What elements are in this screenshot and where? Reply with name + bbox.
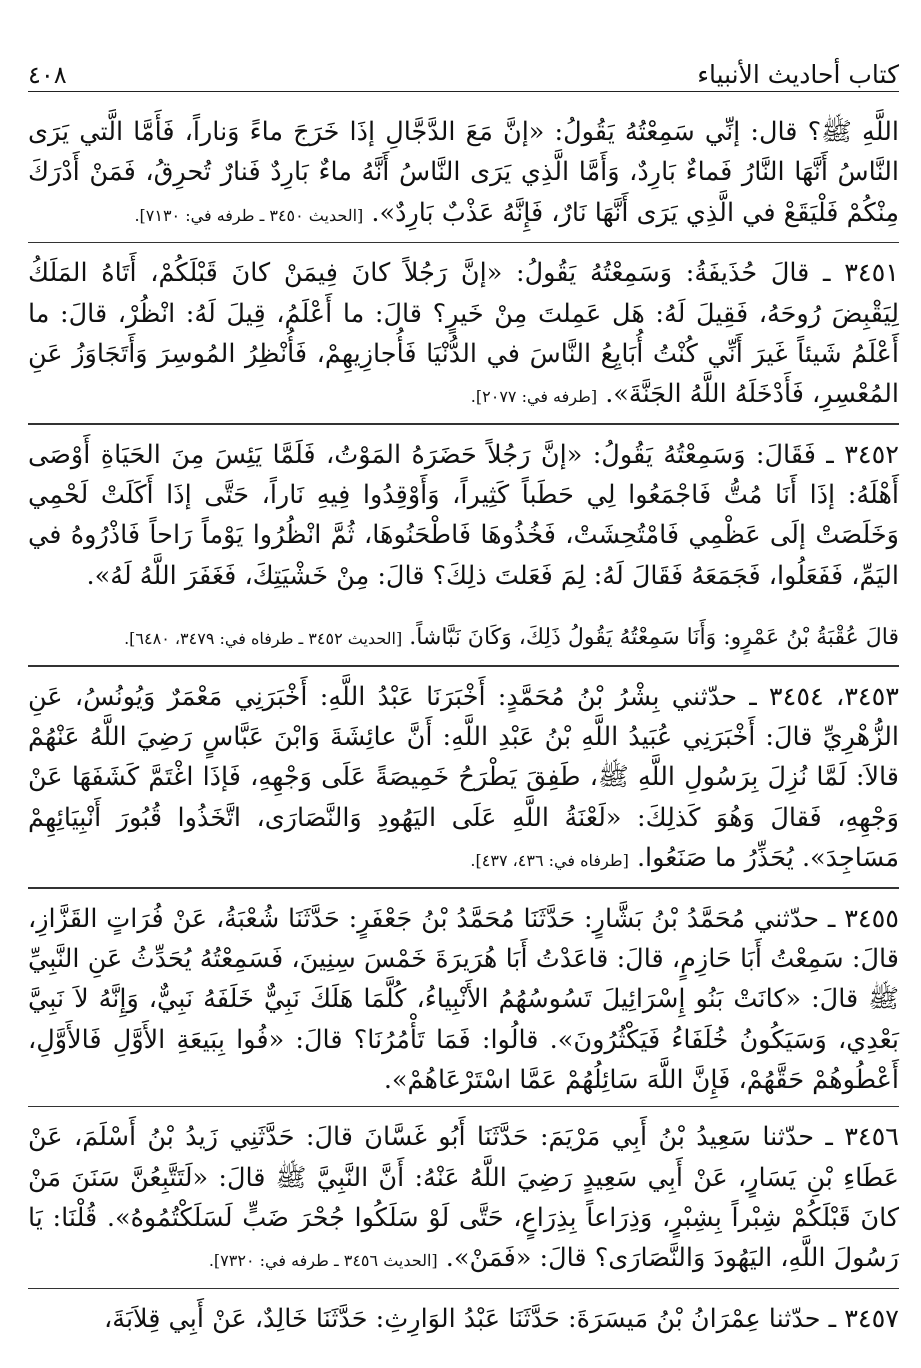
section-divider — [28, 423, 899, 424]
section-divider — [28, 242, 899, 243]
hadith-text: ٣٤٥٢ ـ فَقَالَ: وَسَمِعْتُهُ يَقُولُ: «إنَّ رَجُلاً حَضَرَهُ المَوْتُ، فَلَمَّا يَئِسَ مِنَ الحَيَاةِ أَوْصَى أَهْلَهُ: إذَا أَنَا مُتُّ فَاجْمَعُوا لِي حَطَباً كَثِيراً، وَأَوْقِدُوا فِيهِ نَاراً، حَتَّى إذَا أَكَلَتْ لَحْمِي وَخَلَصَتْ إلَى عَظْمِي فَامْتُحِشَتْ، فَخُذُوهَا فَاطْحَنُوهَا، ثُمَّ انْظُرُوا يَوْماً رَاحاً فَاذْرُوهُ في اليَمِّ، فَفَعَلُوا، فَجَمَعَهُ فَقَالَ لَهُ: لِمَ فَعَلتَ ذلِكَ؟ قالَ: مِنْ خَشْيَتِكَ، فَغَفَرَ اللَّهُ لَهُ». — [28, 439, 899, 591]
cross-reference: [الحديث ٣٤٥٢ ـ طرفاه في: ٣٤٧٩، ٦٤٨٠]. — [124, 629, 403, 649]
hadith-paragraph — [28, 899, 899, 1100]
note-text: قالَ عُقْبَةُ بْنُ عَمْرٍو: وَأَنَا سَمِعْتُهُ يَقُولُ ذَلِكَ، وَكَانَ نَبَّاشاً. — [409, 625, 899, 651]
page-number: ٤٠٨ — [28, 61, 67, 89]
hadith-paragraph — [28, 112, 899, 236]
section-divider — [28, 1288, 899, 1289]
section-divider — [28, 887, 899, 888]
page-header — [28, 46, 899, 92]
hadith-text: ٣٤٥٣، ٣٤٥٤ ـ حدّثني بِشْرُ بْنُ مُحَمَّدٍ: أَخْبَرَنَا عَبْدُ اللَّهِ: أَخْبَرَنِي مَعْمَرٌ وَيُونُسُ، عَنِ الزُّهْرِيِّ قالَ: أَخْبَرَنِي عُبَيدُ اللَّهِ بْنُ عَبْدِ اللَّهِ: أَنَّ عائِشَةَ وَابْنَ عَبَّاسٍ رَضِيَ اللَّهُ عَنْهُمْ قالاَ: لَمَّا نُزِلَ بِرَسُولِ اللَّهِ ﷺ، طَفِقَ يَطْرَحُ خَمِيصَةً عَلَى وَجْهِهِ، فَإذَا اغْتَمَّ كَشَفَهَا عَنْ وَجْهِهِ، فَقالَ وَهُوَ كَذلِكَ: «لَعْنَةُ اللَّهِ عَلَى اليَهُودِ وَالنَّصَارَى، اتَّخَذُوا قُبُورَ أَنْبِيَائِهِمْ مَسَاجِدَ». يُحَذِّرُ ما صَنَعُوا. — [28, 681, 899, 873]
hadith-paragraph — [28, 677, 899, 881]
cross-reference: [طرفه في: ٢٠٧٧]. — [470, 387, 598, 407]
cross-reference: [الحديث ٣٤٥٦ ـ طرفه في: ٧٣٢٠]. — [208, 1251, 438, 1271]
hadith-paragraph — [28, 253, 899, 417]
section-divider — [28, 665, 899, 666]
hadith-text: ٣٤٥٦ ـ حدّثنا سَعِيدُ بْنُ أَبِي مَرْيَمَ: حَدَّثَنَا أَبُو غَسَّانَ قالَ: حَدَّثَنِي زَيدُ بْنُ أَسْلَمَ، عَنْ عَطَاءِ بْنِ يَسَارٍ، عَنْ أَبِي سَعِيدٍ رَضِيَ اللَّهُ عَنْهُ: أَنَّ النَّبِيَّ ﷺ قالَ: «لَتَتَّبِعُنَّ سَنَنَ مَنْ كانَ قَبْلَكُمْ شِبْراً بِشِبْرٍ، وَذِرَاعاً بِذِرَاعٍ، حَتَّى لَوْ سَلَكُوا جُحْرَ ضَبٍّ لَسَلَكْتُمُوهُ». قُلْنَا: يَا رَسُولَ اللَّهِ، اليَهُودَ وَالنَّصَارَى؟ قالَ: «فَمَنْ». — [28, 1122, 899, 1274]
hadith-paragraph — [28, 1299, 899, 1339]
hadith-text: اللَّهِ ﷺ؟ قال: إنِّي سَمِعْتُهُ يَقُولُ: «إنَّ مَعَ الدَّجَّالِ إذَا خَرَجَ ماءً وَناراً، فَأَمَّا الَّتي يَرَى النَّاسُ أَنَّهَا النَّارُ فَماءٌ بَارِدٌ، وَأَمَّا الَّذِي يَرَى النَّاسُ أَنَّهُ ماءٌ بَارِدٌ فَنارٌ تُحرِقُ، فَمَنْ أَدْرَكَ مِنْكُمْ فَلْيَقَعْ في الَّذِي يَرَى أَنَّهَا نَارٌ، فَإِنَّهُ عَذْبٌ بَارِدٌ». — [28, 117, 899, 228]
hadith-text: ٣٤٥٥ ـ حدّثني مُحَمَّدُ بْنُ بَشَّارٍ: حَدَّثَنَا مُحَمَّدُ بْنُ جَعْفَرٍ: حَدَّثَنَا شُعْبَةُ، عَنْ فُرَاتٍ القَزَّازِ، قالَ: سَمِعْتُ أَبَا حَازِمٍ، قالَ: قاعَدْتُ أَبَا هُرَيرَةَ خَمْسَ سِنِينَ، فَسَمِعْتُهُ يُحَدِّثُ عَنِ النَّبِيِّ ﷺ قالَ: «كانَتْ بَنُو إِسْرَائِيلَ تَسُوسُهُمُ الأَنْبِياءُ، كُلَّمَا هَلَكَ نَبِيٌّ خَلَفَهُ نَبِيٌّ، وَإِنَّهُ لاَ نَبِيَّ بَعْدِي، وَسَيَكُونُ خُلَفَاءُ فَيَكْثُرُونَ». قالُوا: فَمَا تَأْمُرُنَا؟ قالَ: «فُوا بِبَيعَةِ الأَوَّلِ فَالأَوَّلِ، أَعْطُوهُمْ حَقَّهُمْ، فَإِنَّ اللَّهَ سَائِلُهُمْ عَمَّا اسْتَرْعَاهُمْ». — [28, 903, 899, 1095]
paragraph-gap — [28, 596, 899, 618]
narrator-note — [28, 618, 899, 659]
section-divider — [28, 1106, 899, 1107]
cross-reference: [طرفاه في: ٤٣٦، ٤٣٧]. — [470, 850, 629, 870]
hadith-text: ٣٤٥١ ـ قالَ حُذَيفَةُ: وَسَمِعْتُهُ يَقُولُ: «إنَّ رَجُلاً كانَ فِيمَنْ كانَ قَبْلَكُمْ، أَتَاهُ المَلَكُ لِيَقْبِضَ رُوحَهُ، فَقِيلَ لَهُ: هَل عَمِلتَ مِنْ خَيرٍ؟ قالَ: ما أَعْلَمُ، قِيلَ لَهُ: انْظُرْ، قالَ: ما أَعْلَمُ شَيئاً غَيرَ أَنِّي كُنْتُ أُبَايِعُ النَّاسَ في الدُّنْيَا فَأُجازِيهِمْ، فَأُنْظِرُ المُوسِرَ وَأَتَجَاوَزُ عَنِ المُعْسِرِ، فَأَدْخَلَهُ اللَّهُ الجَنَّةَ». — [28, 258, 899, 410]
book-title: كتاب أحاديث الأنبياء — [697, 60, 899, 89]
hadith-paragraph — [28, 435, 899, 596]
hadith-text: ٣٤٥٧ ـ حدّثنا عِمْرَانُ بْنُ مَيسَرَةَ: حَدَّثَنَا عَبْدُ الوَارِثِ: حَدَّثَنَا خَالِدٌ، عَنْ أَبِي قِلاَبَةَ، — [104, 1304, 899, 1335]
page-body — [28, 112, 899, 1339]
cross-reference: [الحديث ٣٤٥٠ ـ طرفه في: ٧١٣٠]. — [134, 205, 364, 225]
hadith-paragraph — [28, 1117, 899, 1281]
